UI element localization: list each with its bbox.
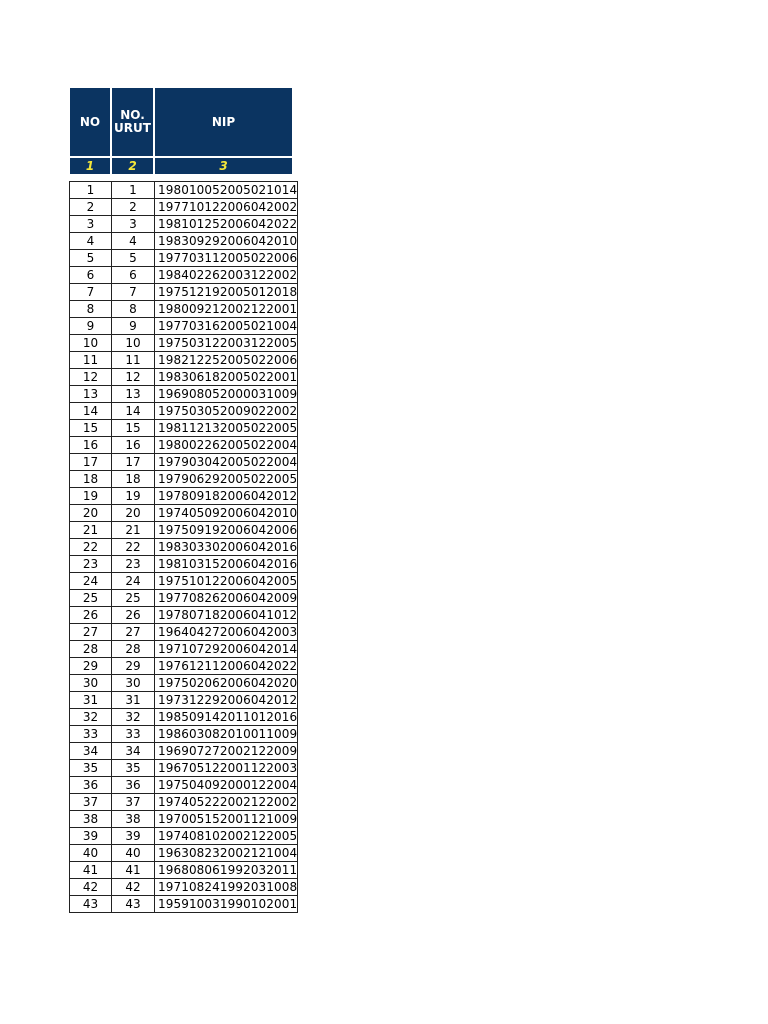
row-no-cell: 7 bbox=[70, 284, 112, 301]
row-urut-cell: 9 bbox=[112, 318, 155, 335]
row-no-cell: 28 bbox=[70, 641, 112, 658]
table-row bbox=[70, 454, 298, 471]
row-no-cell: 20 bbox=[70, 505, 112, 522]
row-no-cell: 16 bbox=[70, 437, 112, 454]
row-urut-cell: 39 bbox=[112, 828, 155, 845]
header-nip: NIP bbox=[155, 88, 292, 156]
row-urut-cell: 29 bbox=[112, 658, 155, 675]
row-urut-cell: 20 bbox=[112, 505, 155, 522]
row-nip-cell: 197512192005012018 bbox=[155, 284, 298, 301]
row-no-cell: 9 bbox=[70, 318, 112, 335]
row-nip-cell: 198112132005022005 bbox=[155, 420, 298, 437]
row-no-cell: 32 bbox=[70, 709, 112, 726]
row-no-cell: 11 bbox=[70, 352, 112, 369]
row-nip-cell: 197903042005022004 bbox=[155, 454, 298, 471]
row-nip-cell: 197509192006042006 bbox=[155, 522, 298, 539]
row-urut-cell: 38 bbox=[112, 811, 155, 828]
row-nip-cell: 197312292006042012 bbox=[155, 692, 298, 709]
row-nip-cell: 196908052000031009 bbox=[155, 386, 298, 403]
table-header bbox=[69, 88, 292, 176]
row-urut-cell: 3 bbox=[112, 216, 155, 233]
table-row bbox=[70, 488, 298, 505]
row-urut-cell: 23 bbox=[112, 556, 155, 573]
row-no-cell: 1 bbox=[70, 182, 112, 199]
row-nip-cell: 198103152006042016 bbox=[155, 556, 298, 573]
row-urut-cell: 41 bbox=[112, 862, 155, 879]
row-nip-cell: 197703112005022006 bbox=[155, 250, 298, 267]
row-urut-cell: 25 bbox=[112, 590, 155, 607]
row-nip-cell: 197502062006042020 bbox=[155, 675, 298, 692]
row-nip-cell: 197107292006042014 bbox=[155, 641, 298, 658]
row-no-cell: 15 bbox=[70, 420, 112, 437]
row-urut-cell: 7 bbox=[112, 284, 155, 301]
row-nip-cell: 196808061992032011 bbox=[155, 862, 298, 879]
row-urut-cell: 11 bbox=[112, 352, 155, 369]
row-no-cell: 42 bbox=[70, 879, 112, 896]
row-no-cell: 39 bbox=[70, 828, 112, 845]
row-urut-cell: 35 bbox=[112, 760, 155, 777]
row-urut-cell: 31 bbox=[112, 692, 155, 709]
row-no-cell: 43 bbox=[70, 896, 112, 913]
row-urut-cell: 12 bbox=[112, 369, 155, 386]
column-number-3: 3 bbox=[155, 158, 292, 174]
row-urut-cell: 10 bbox=[112, 335, 155, 352]
table-row bbox=[70, 437, 298, 454]
row-no-cell: 38 bbox=[70, 811, 112, 828]
table-row bbox=[70, 233, 298, 250]
row-nip-cell: 197710122006042002 bbox=[155, 199, 298, 216]
row-no-cell: 25 bbox=[70, 590, 112, 607]
row-urut-cell: 36 bbox=[112, 777, 155, 794]
row-no-cell: 27 bbox=[70, 624, 112, 641]
table-row bbox=[70, 335, 298, 352]
row-no-cell: 14 bbox=[70, 403, 112, 420]
row-no-cell: 36 bbox=[70, 777, 112, 794]
row-no-cell: 21 bbox=[70, 522, 112, 539]
row-urut-cell: 30 bbox=[112, 675, 155, 692]
row-urut-cell: 19 bbox=[112, 488, 155, 505]
table-row bbox=[70, 556, 298, 573]
row-nip-cell: 197405092006042010 bbox=[155, 505, 298, 522]
row-nip-cell: 198309292006042010 bbox=[155, 233, 298, 250]
table-row bbox=[70, 471, 298, 488]
table-row bbox=[70, 505, 298, 522]
row-nip-cell: 197708262006042009 bbox=[155, 590, 298, 607]
table-row bbox=[70, 522, 298, 539]
table-row bbox=[70, 216, 298, 233]
table-row bbox=[70, 301, 298, 318]
row-nip-cell: 197005152001121009 bbox=[155, 811, 298, 828]
table-row bbox=[70, 760, 298, 777]
table-row bbox=[70, 369, 298, 386]
row-urut-cell: 42 bbox=[112, 879, 155, 896]
table-row bbox=[70, 794, 298, 811]
row-urut-cell: 32 bbox=[112, 709, 155, 726]
row-no-cell: 5 bbox=[70, 250, 112, 267]
table-row bbox=[70, 726, 298, 743]
row-no-cell: 40 bbox=[70, 845, 112, 862]
table-row bbox=[70, 658, 298, 675]
row-no-cell: 33 bbox=[70, 726, 112, 743]
row-no-cell: 22 bbox=[70, 539, 112, 556]
row-urut-cell: 6 bbox=[112, 267, 155, 284]
row-nip-cell: 195910031990102001 bbox=[155, 896, 298, 913]
table-row bbox=[70, 182, 298, 199]
row-no-cell: 6 bbox=[70, 267, 112, 284]
row-nip-cell: 198303302006042016 bbox=[155, 539, 298, 556]
row-nip-cell: 198010052005021014 bbox=[155, 182, 298, 199]
row-no-cell: 34 bbox=[70, 743, 112, 760]
row-urut-cell: 26 bbox=[112, 607, 155, 624]
table-row bbox=[70, 352, 298, 369]
row-urut-cell: 27 bbox=[112, 624, 155, 641]
row-urut-cell: 13 bbox=[112, 386, 155, 403]
row-urut-cell: 17 bbox=[112, 454, 155, 471]
row-nip-cell: 198101252006042022 bbox=[155, 216, 298, 233]
row-nip-cell: 196404272006042003 bbox=[155, 624, 298, 641]
row-nip-cell: 198306182005022001 bbox=[155, 369, 298, 386]
row-nip-cell: 198509142011012016 bbox=[155, 709, 298, 726]
row-urut-cell: 18 bbox=[112, 471, 155, 488]
row-nip-cell: 196907272002122009 bbox=[155, 743, 298, 760]
row-urut-cell: 5 bbox=[112, 250, 155, 267]
table-row bbox=[70, 743, 298, 760]
row-urut-cell: 4 bbox=[112, 233, 155, 250]
row-urut-cell: 43 bbox=[112, 896, 155, 913]
row-urut-cell: 1 bbox=[112, 182, 155, 199]
row-no-cell: 3 bbox=[70, 216, 112, 233]
row-urut-cell: 15 bbox=[112, 420, 155, 437]
row-nip-cell: 197503052009022002 bbox=[155, 403, 298, 420]
row-urut-cell: 34 bbox=[112, 743, 155, 760]
table-row bbox=[70, 199, 298, 216]
row-nip-cell: 197809182006042012 bbox=[155, 488, 298, 505]
header-no-urut: NO. URUT bbox=[112, 88, 153, 156]
row-no-cell: 26 bbox=[70, 607, 112, 624]
row-nip-cell: 197503122003122005 bbox=[155, 335, 298, 352]
row-nip-cell: 197108241992031008 bbox=[155, 879, 298, 896]
table-row bbox=[70, 573, 298, 590]
table-row bbox=[70, 267, 298, 284]
row-urut-cell: 14 bbox=[112, 403, 155, 420]
row-no-cell: 37 bbox=[70, 794, 112, 811]
employee-table bbox=[69, 181, 298, 913]
row-urut-cell: 22 bbox=[112, 539, 155, 556]
header-no: NO bbox=[70, 88, 110, 156]
table-row bbox=[70, 539, 298, 556]
row-nip-cell: 197408102002122005 bbox=[155, 828, 298, 845]
row-nip-cell: 198402262003122002 bbox=[155, 267, 298, 284]
table-row bbox=[70, 403, 298, 420]
table-row bbox=[70, 318, 298, 335]
row-no-cell: 31 bbox=[70, 692, 112, 709]
table-row bbox=[70, 386, 298, 403]
row-no-cell: 13 bbox=[70, 386, 112, 403]
table-row bbox=[70, 709, 298, 726]
row-nip-cell: 198002262005022004 bbox=[155, 437, 298, 454]
table-row bbox=[70, 641, 298, 658]
table-row bbox=[70, 811, 298, 828]
table-row bbox=[70, 624, 298, 641]
table-row bbox=[70, 675, 298, 692]
row-no-cell: 19 bbox=[70, 488, 112, 505]
row-no-cell: 24 bbox=[70, 573, 112, 590]
row-no-cell: 29 bbox=[70, 658, 112, 675]
table-row bbox=[70, 828, 298, 845]
row-urut-cell: 8 bbox=[112, 301, 155, 318]
table-row bbox=[70, 250, 298, 267]
table-row bbox=[70, 879, 298, 896]
column-number-2: 2 bbox=[112, 158, 153, 174]
row-urut-cell: 2 bbox=[112, 199, 155, 216]
row-nip-cell: 198009212002122001 bbox=[155, 301, 298, 318]
table-row bbox=[70, 692, 298, 709]
row-urut-cell: 21 bbox=[112, 522, 155, 539]
table-row bbox=[70, 420, 298, 437]
row-nip-cell: 197504092000122004 bbox=[155, 777, 298, 794]
row-no-cell: 2 bbox=[70, 199, 112, 216]
table-row bbox=[70, 590, 298, 607]
row-nip-cell: 197612112006042022 bbox=[155, 658, 298, 675]
row-nip-cell: 197405222002122002 bbox=[155, 794, 298, 811]
row-nip-cell: 198212252005022006 bbox=[155, 352, 298, 369]
row-no-cell: 30 bbox=[70, 675, 112, 692]
row-urut-cell: 33 bbox=[112, 726, 155, 743]
row-urut-cell: 37 bbox=[112, 794, 155, 811]
row-urut-cell: 24 bbox=[112, 573, 155, 590]
table-row bbox=[70, 896, 298, 913]
row-nip-cell: 197807182006041012 bbox=[155, 607, 298, 624]
row-nip-cell: 196705122001122003 bbox=[155, 760, 298, 777]
row-no-cell: 35 bbox=[70, 760, 112, 777]
table-row bbox=[70, 862, 298, 879]
row-no-cell: 23 bbox=[70, 556, 112, 573]
table-row bbox=[70, 284, 298, 301]
row-nip-cell: 196308232002121004 bbox=[155, 845, 298, 862]
row-nip-cell: 198603082010011009 bbox=[155, 726, 298, 743]
row-urut-cell: 16 bbox=[112, 437, 155, 454]
row-nip-cell: 197510122006042005 bbox=[155, 573, 298, 590]
table-row bbox=[70, 845, 298, 862]
row-no-cell: 10 bbox=[70, 335, 112, 352]
row-nip-cell: 197703162005021004 bbox=[155, 318, 298, 335]
table-row bbox=[70, 777, 298, 794]
table-body bbox=[70, 182, 298, 913]
row-no-cell: 4 bbox=[70, 233, 112, 250]
row-urut-cell: 28 bbox=[112, 641, 155, 658]
row-no-cell: 41 bbox=[70, 862, 112, 879]
column-number-1: 1 bbox=[70, 158, 110, 174]
row-nip-cell: 197906292005022005 bbox=[155, 471, 298, 488]
row-urut-cell: 40 bbox=[112, 845, 155, 862]
table-row bbox=[70, 607, 298, 624]
row-no-cell: 18 bbox=[70, 471, 112, 488]
row-no-cell: 17 bbox=[70, 454, 112, 471]
row-no-cell: 8 bbox=[70, 301, 112, 318]
row-no-cell: 12 bbox=[70, 369, 112, 386]
